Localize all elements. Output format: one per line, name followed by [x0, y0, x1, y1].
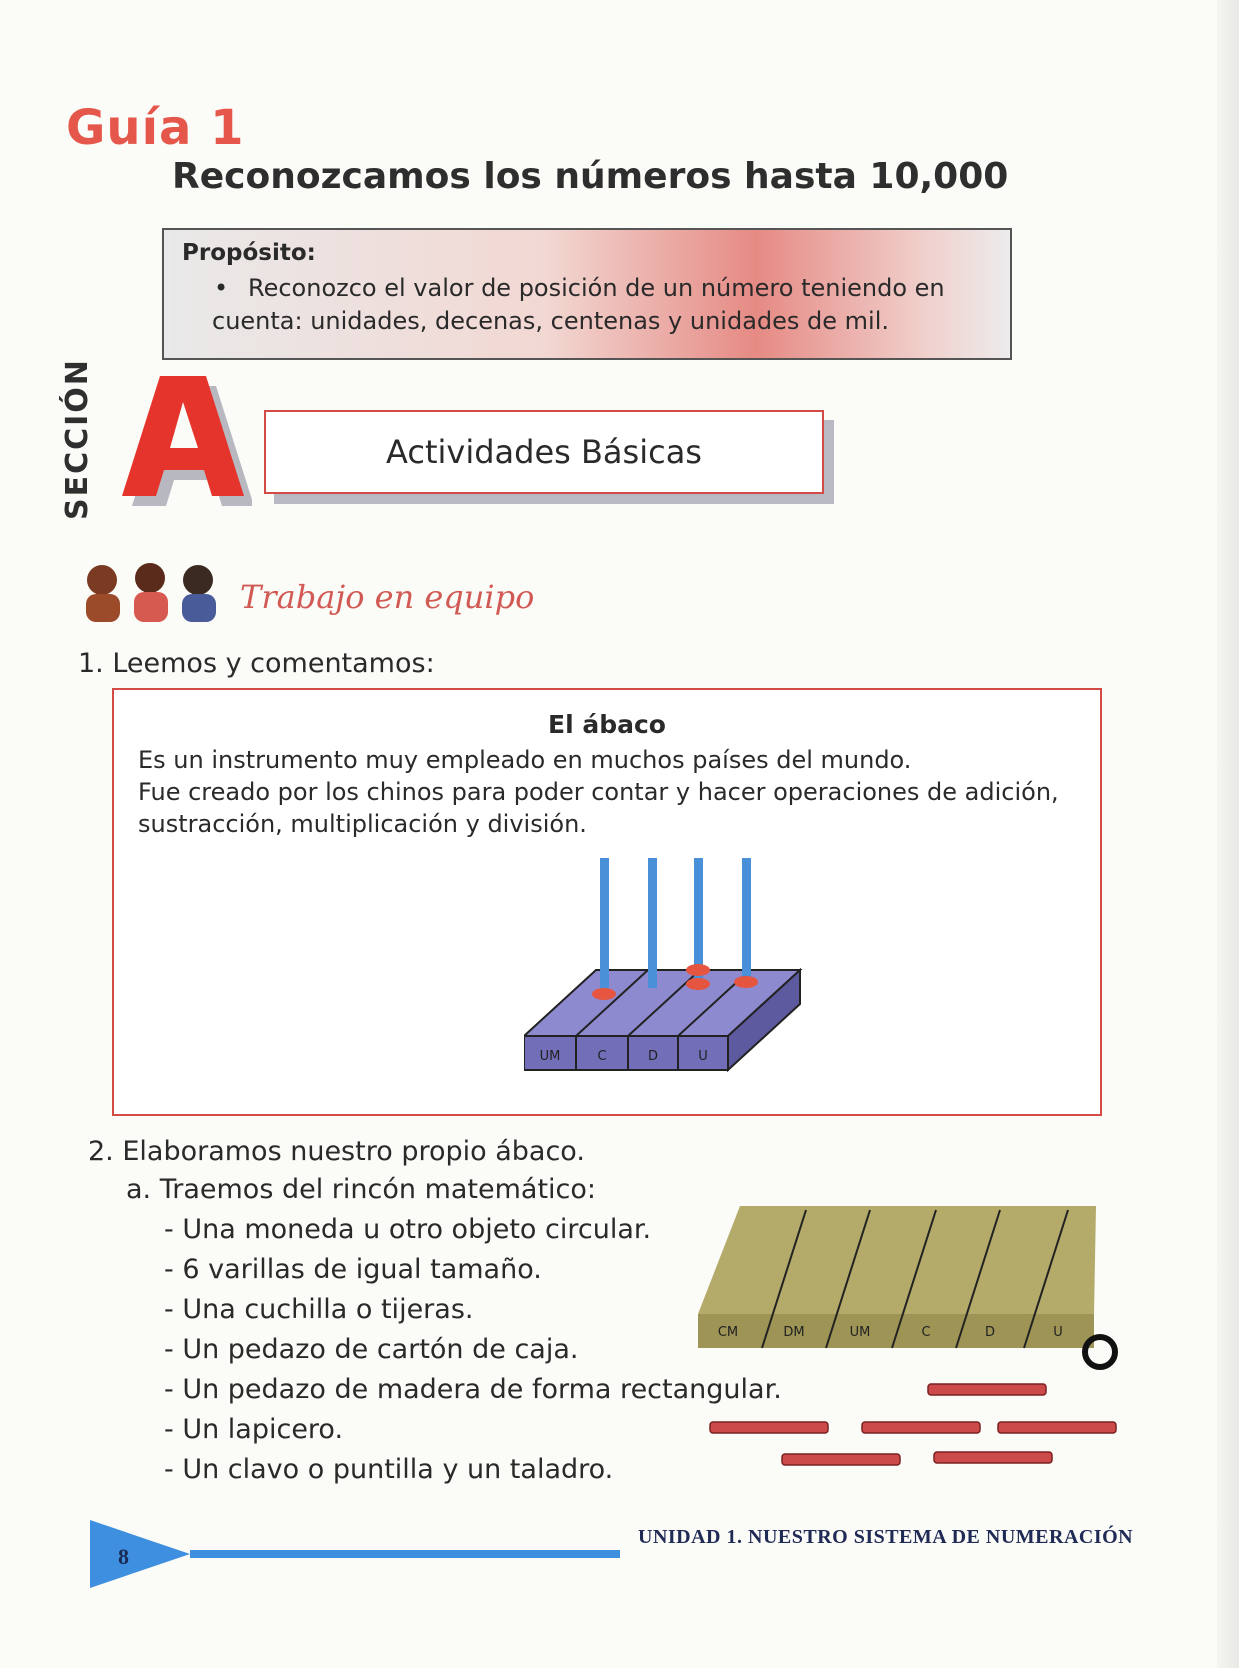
abacus-label-um: UM [539, 1049, 561, 1064]
purpose-box [162, 228, 1012, 360]
abacus-text-line-3: sustracción, multiplicación y división. [138, 810, 587, 838]
footer-page-marker [90, 1520, 630, 1590]
team-children-icon [78, 558, 228, 628]
section-title-box [264, 410, 824, 494]
board-label-c: C [921, 1325, 931, 1340]
material-item: - Un pedazo de madera de forma rectangular. [164, 1374, 782, 1405]
board-label-um: UM [849, 1325, 871, 1340]
footer-unit-title: UNIDAD 1. NUESTRO SISTEMA DE NUMERACIÓN [638, 1526, 1134, 1548]
board-label-u: U [1053, 1325, 1063, 1340]
abacus-illustration [524, 858, 824, 1094]
board-label-d: D [984, 1325, 996, 1340]
page-edge-shadow [1217, 0, 1239, 1668]
abacus-label-u: U [698, 1049, 708, 1064]
section-word: SECCIÓN [60, 358, 95, 520]
purpose-text-content: Reconozco el valor de posición de un número teniendo en cuenta: unidades, decenas, centenas y unidades de mil. [212, 274, 945, 335]
purpose-bullet: • [214, 274, 229, 302]
abacus-title: El ábaco [548, 710, 666, 739]
section-title: Actividades Básicas [386, 433, 702, 471]
material-item: - Un clavo o puntilla y un taladro. [164, 1454, 614, 1485]
page-number: 8 [118, 1544, 129, 1569]
team-work-title: Trabajo en equipo [240, 578, 535, 616]
activity-1-label: 1. Leemos y comentamos: [78, 648, 435, 679]
material-item: - Un lapicero. [164, 1414, 344, 1445]
material-item: - Una moneda u otro objeto circular. [164, 1214, 652, 1245]
activity-2-label: 2. Elaboramos nuestro propio ábaco. [88, 1136, 585, 1167]
abacus-label-d: D [647, 1049, 659, 1064]
material-item: - Un pedazo de cartón de caja. [164, 1334, 579, 1365]
guide-number: Guía 1 [66, 100, 245, 156]
section-letter-graphic [112, 370, 252, 510]
abacus-text-line-1: Es un instrumento muy empleado en muchos países del mundo. [138, 746, 912, 774]
material-item: - Una cuchilla o tijeras. [164, 1294, 474, 1325]
board-label-cm: CM [717, 1325, 739, 1340]
purpose-label: Propósito: [182, 240, 316, 266]
activity-2a-label: a. Traemos del rincón matemático: [126, 1174, 597, 1205]
abacus-label-c: C [597, 1049, 607, 1064]
page-title: Reconozcamos los números hasta 10,000 [172, 156, 1009, 197]
board-label-dm: DM [783, 1325, 805, 1340]
purpose-text [212, 272, 1002, 338]
material-item: - 6 varillas de igual tamaño. [164, 1254, 542, 1285]
abacus-info-box [112, 688, 1102, 1116]
materials-illustration [698, 1206, 1138, 1486]
abacus-text-line-2: Fue creado por los chinos para poder contar y hacer operaciones de adición, [138, 778, 1059, 806]
